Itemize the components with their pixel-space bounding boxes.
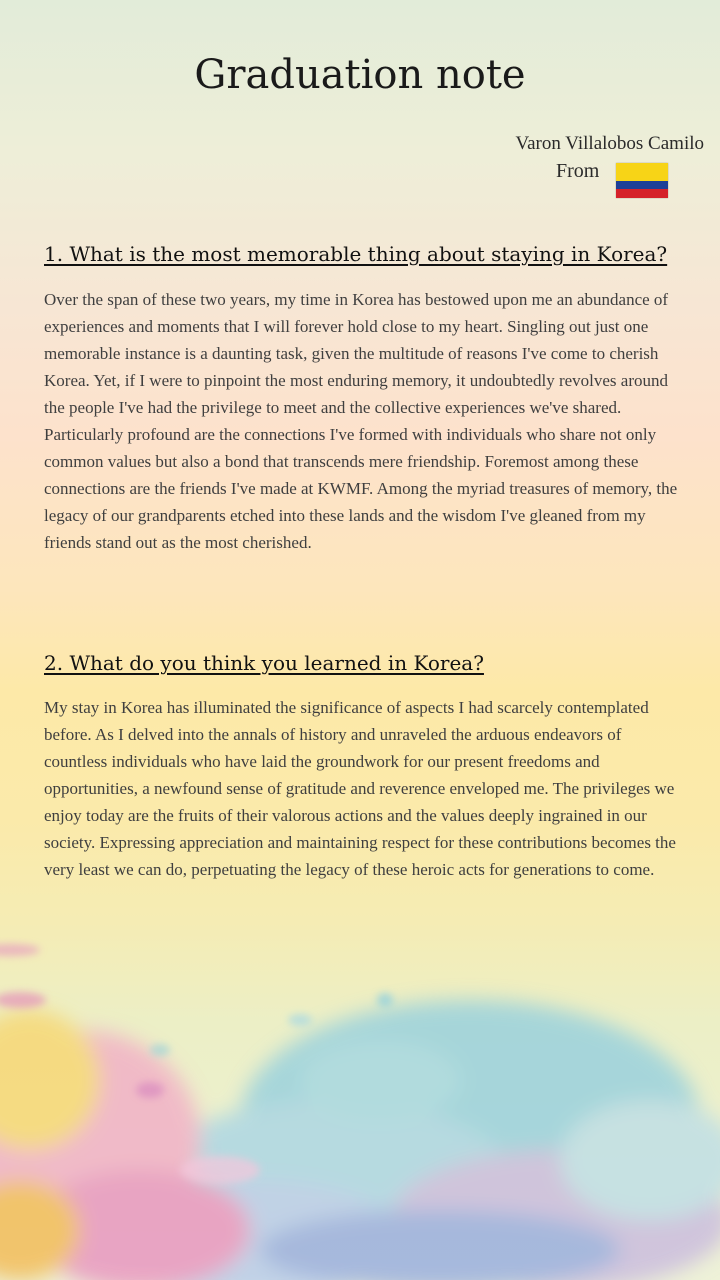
- colombia-flag-icon: [616, 163, 668, 198]
- from-label: From: [556, 160, 600, 182]
- question-2-heading: 2. What do you think you learned in Korea?: [44, 651, 484, 675]
- answer-2-text: My stay in Korea has illuminated the significance of aspects I had scarcely contemplated before. As I delved into the annals of history and unraveled the arduous endeavors of countless individuals who have laid the groundwork for our present freedoms and opportunities, a newfound sense of gratitude and reverence enveloped me. The privileges we enjoy today are the fruits of their valorous actions and the values deeply ingrained in our society. Expressing appreciation and maintaining respect for these contributions becomes the very least we can do, perpetuating the legacy of these heroic acts for generations to come.: [44, 698, 676, 879]
- answer-1-text: Over the span of these two years, my time in Korea has bestowed upon me an abundance of experiences and moments that I will forever hold close to my heart. Singling out just one memorable instance is a daunting task, given the multitude of reasons I've come to cherish Korea. Yet, if I were to pinpoint the most enduring memory, it undoubtedly revolves around the people I've had the privilege to meet and the collective experiences we've shared. Particularly profound are the connections I've formed with individuals who share not only common values but also a bond that transcends mere friendship. Foremost among these connections are the friends I've made at KWMF. Among the myriad treasures of memory, the legacy of our grandparents etched into these lands and the wisdom I've gleaned from my friends stand out as the most cherished.: [44, 290, 678, 552]
- page-title: Graduation note: [194, 52, 526, 98]
- question-1-heading: 1. What is the most memorable thing about staying in Korea?: [44, 242, 668, 266]
- watercolor-splash-background: [0, 900, 720, 1280]
- author-name: Varon Villalobos Camilo: [515, 133, 704, 154]
